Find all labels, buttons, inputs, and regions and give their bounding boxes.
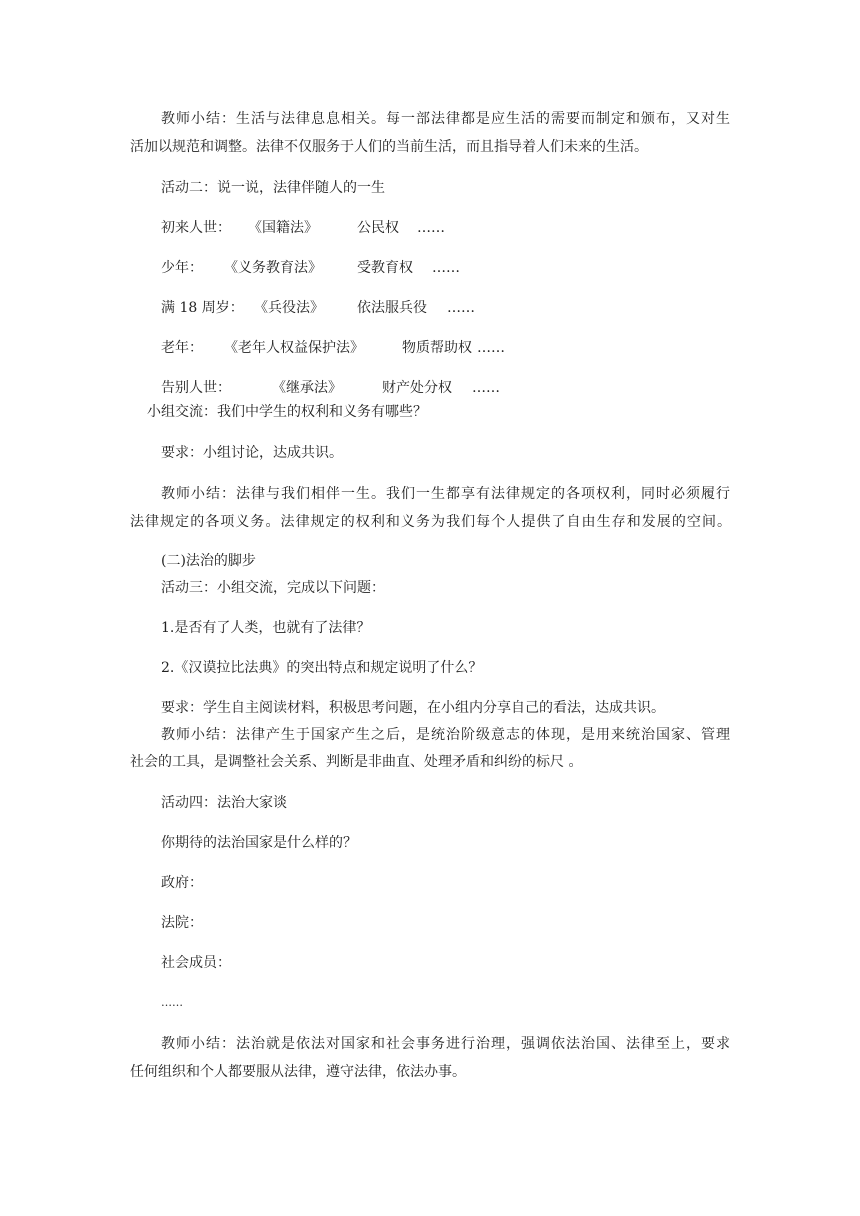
government-label: 政府： <box>161 875 203 891</box>
right-name: 依法服兵役 <box>357 300 427 316</box>
summary-line2: 社会的工具，是调整社会关系、判断是非曲直、处理矛盾和纠纷的标尺 。 <box>130 754 583 770</box>
law-name: 《兵役法》 <box>254 300 324 316</box>
activity4-question: 你期待的法治国家是什么样的？ <box>161 835 357 851</box>
summary1-line2: 活加以规范和调整。法律不仅服务于人们的当前生活，而且指导着人们未来的生活。 <box>130 139 648 155</box>
members-label: 社会成员： <box>161 955 231 971</box>
summary2-line2: 法律规定的各项义务。法律规定的权利和义务为我们每个人提供了自由生存和发展的空间。 <box>130 514 731 530</box>
question-2: 2.《汉谟拉比法典》的突出特点和规定说明了什么？ <box>161 660 483 676</box>
summary3-line2: 任何组织和个人都要服从法律，遵守法律，依法办事。 <box>130 1064 466 1080</box>
activity2-title: 活动二：说一说，法律伴随人的一生 <box>161 180 385 196</box>
stage-label: 初来人世： <box>161 220 231 236</box>
summary2-line1: 教师小结：法律与我们相伴一生。我们一生都享有法律规定的各项权利，同时必须履行 <box>161 486 730 502</box>
ellipsis: …… <box>432 260 460 276</box>
stage-label: 少年： <box>161 260 203 276</box>
court-label: 法院： <box>161 915 203 931</box>
requirement: 要求：小组讨论，达成共识。 <box>161 445 343 461</box>
activity4-title: 活动四：法治大家谈 <box>161 795 287 811</box>
question-1: 1.是否有了人类，也就有了法律？ <box>161 620 371 636</box>
law-name: 《老年人权益保护法》 <box>224 340 364 356</box>
activity3-title: 活动三：小组交流，完成以下问题： <box>161 580 385 596</box>
ellipsis: …… <box>417 220 445 236</box>
law-name: 《继承法》 <box>272 380 342 396</box>
law-name: 《义务教育法》 <box>224 260 322 276</box>
summary1-line1: 教师小结：生活与法律息息相关。每一部法律都是应生活的需要而制定和颁布，又对生 <box>161 111 730 127</box>
ellipsis: …… <box>477 340 505 356</box>
right-name: 物质帮助权 <box>402 340 472 356</box>
stage-label: 满 18 周岁： <box>161 300 244 316</box>
section-heading: (二)法治的脚步 <box>161 553 256 569</box>
law-name: 《国籍法》 <box>248 220 318 236</box>
requirement: 要求：学生自主阅读材料，积极思考问题，在小组内分享自己的看法，达成共识。 <box>161 700 665 716</box>
summary-line1: 教师小结：法律产生于国家产生之后，是统治阶级意志的体现，是用来统治国家、管理 <box>161 727 730 743</box>
right-name: 公民权 <box>357 220 399 236</box>
ellipsis: …… <box>447 300 475 316</box>
right-name: 受教育权 <box>357 260 413 276</box>
summary3-line1: 教师小结：法治就是依法对国家和社会事务进行治理，强调依法治国、法律至上，要求 <box>161 1036 730 1052</box>
stage-label: 老年： <box>161 340 203 356</box>
ellipsis: …… <box>161 996 183 1009</box>
right-name: 财产处分权 <box>382 380 452 396</box>
group-exchange: 小组交流：我们中学生的权利和义务有哪些？ <box>147 404 427 420</box>
stage-label: 告别人世： <box>161 380 231 396</box>
ellipsis: …… <box>472 380 500 396</box>
